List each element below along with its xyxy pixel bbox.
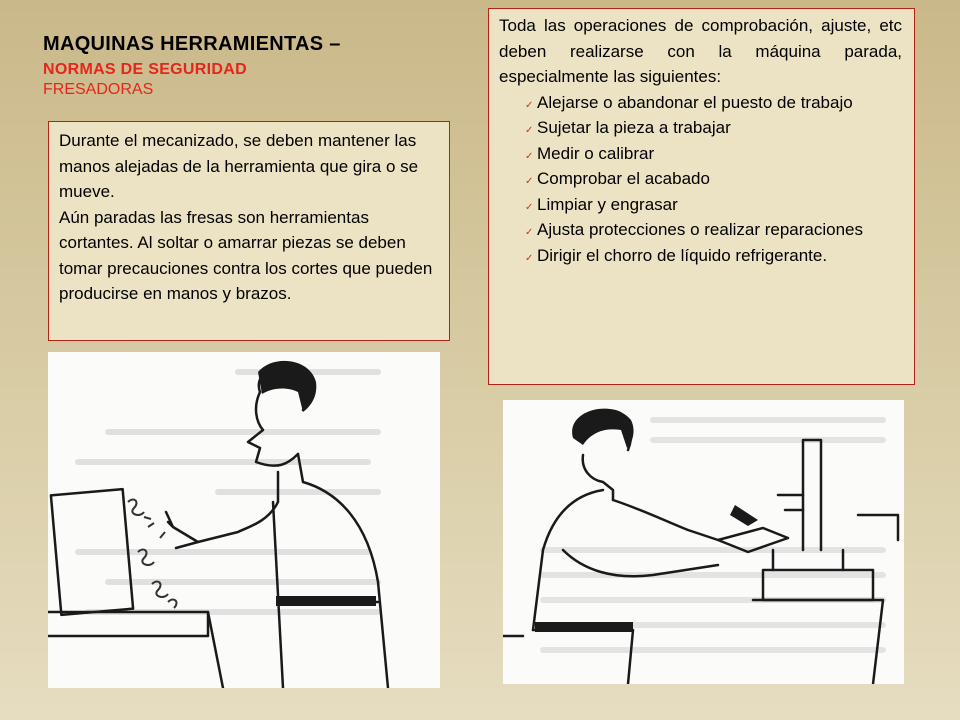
list-item: ✓ Medir o calibrar	[537, 141, 902, 167]
checkmark-icon: ✓	[525, 176, 534, 187]
list-item: ✓ Limpiar y engrasar	[537, 192, 902, 218]
hands-warning-paragraph-2: Aún paradas las fresas son herramientas cortantes. Al soltar o amarrar piezas se deben tomar precauciones contra los cortes que pueden producirse en manos y brazos.	[59, 207, 433, 303]
list-item: ✓ Ajusta protecciones o realizar reparaciones	[537, 217, 902, 243]
checkmark-icon: ✓	[525, 99, 534, 111]
list-item: ✓ Comprobar el acabado	[537, 166, 902, 192]
checkmark-icon: ✓	[525, 125, 534, 136]
list-item: ✓ Alejarse o abandonar el puesto de trabajo	[537, 90, 902, 116]
list-item: ✓ Dirigir el chorro de líquido refrigerante.	[537, 243, 902, 269]
list-item: ✓ Sujetar la pieza a trabajar	[537, 115, 902, 141]
checkmark-icon: ✓	[525, 227, 534, 238]
workpiece-setup-illustration	[503, 400, 904, 684]
chips-hazard-illustration	[48, 352, 440, 688]
slide-title: MAQUINAS HERRAMIENTAS –	[43, 33, 341, 55]
worker-recoiling-drawing	[48, 352, 440, 688]
checkmark-icon: ✓	[525, 150, 534, 162]
checkmark-icon: ✓	[525, 201, 534, 213]
slide-section: FRESADORAS	[43, 81, 154, 98]
operations-list	[499, 90, 902, 269]
hands-warning-paragraph-1: Durante el mecanizado, se deben mantener las manos alejadas de la herramienta que gira o se mueve.	[59, 131, 419, 201]
stopped-machine-box	[488, 8, 915, 385]
title-block	[43, 33, 341, 99]
stopped-machine-intro: Toda las operaciones de comprobación, ajuste, etc deben realizarse con la máquina parada, especialmente las siguientes:	[499, 16, 902, 86]
worker-setting-workpiece-drawing	[503, 400, 904, 684]
hands-warning-box	[48, 121, 450, 341]
checkmark-icon: ✓	[525, 252, 534, 264]
slide-subtitle: NORMAS DE SEGURIDAD	[43, 61, 247, 78]
